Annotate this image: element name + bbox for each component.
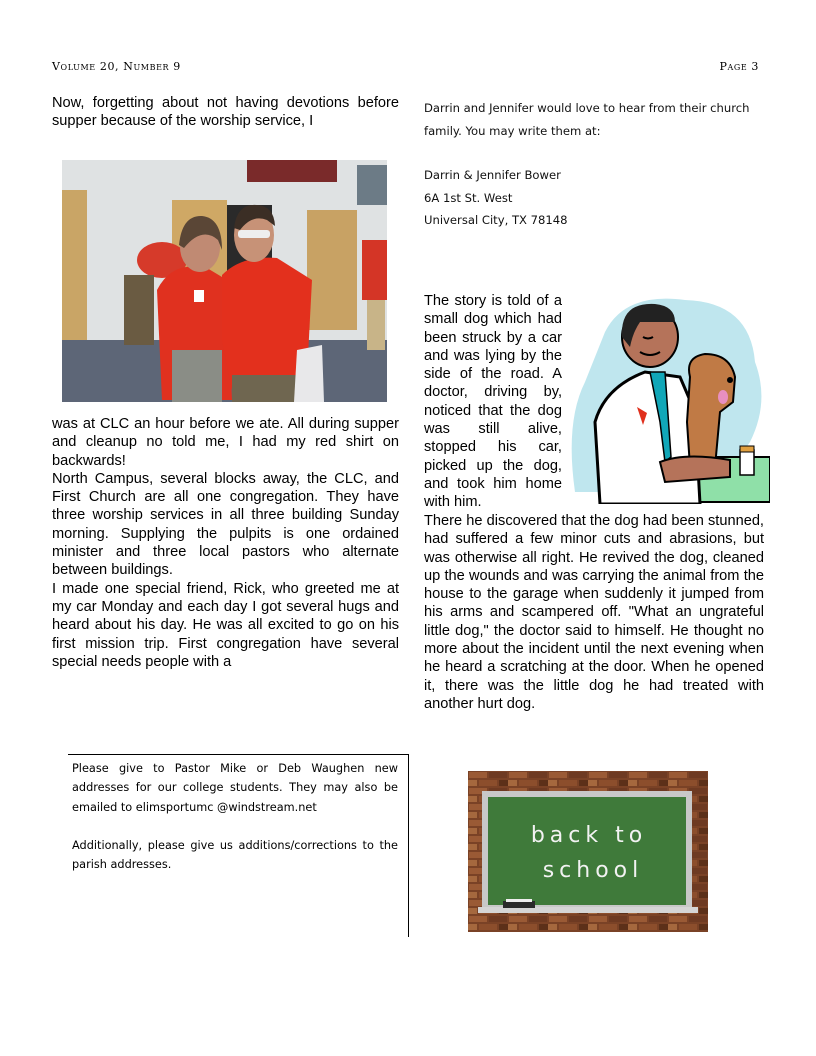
- paragraph-clc: was at CLC an hour before we ate. All during supper and cleanup no told me, I had my red shirt on backwards!: [52, 416, 399, 469]
- notice-paragraph-addresses: Please give to Pastor Mike or Deb Waughen new addresses for our college students. They may also be emailed to elimsportumc @windstream.net: [72, 762, 398, 814]
- address-city: Universal City, TX 78148: [424, 213, 568, 227]
- address-street: 6A 1st St. West: [424, 190, 513, 205]
- contact-intro: Darrin and Jennifer would love to hear from their church family. You may write them at:: [424, 101, 750, 138]
- veterinarian-clipart: [565, 292, 770, 504]
- intro-text: Now, forgetting about not having devotions before supper because of the worship service, I: [52, 95, 399, 130]
- story-full-text: There he discovered that the dog had been stunned, had suffered a few minor cuts and abrasions, but was otherwise all right. He revived the dog, cleaned up the wounds and was carrying the animal from the house to the garage when suddenly it jumped from his arms and scampered off. "What an ungrateful little dog," the doctor said to himself. He thought no more about the incident until the next evening when he heard a scratching at the door. When he opened it, there was the little dog he had treated with another hurt dog.: [424, 513, 764, 712]
- paragraph-north-campus: North Campus, several blocks away, the CLC, and First Church are all one congregation. They have three worship services in all three building Sunday morning. Supplying the pulpits is one ordained minister and three local pastors who alternate between buildings.: [52, 470, 399, 579]
- notice-paragraph-corrections: Additionally, please give us additions/corrections to the parish addresses.: [72, 838, 398, 872]
- article-intro: [52, 94, 399, 131]
- story-wrapped-text: The story is told of a small dog which had been struck by a car and was lying by the side of the road. A doctor, driving by, noticed that the dog was still alive, stopped his car, picked up the dog, and took him home with him.: [424, 293, 562, 511]
- paragraph-rick: I made one special friend, Rick, who greeted me at my car Monday and each day I got several hugs and heard about his day. He was all excited to go on his first mission trip. First congregation have several special needs people with a: [52, 580, 399, 670]
- address-name: Darrin & Jennifer Bower: [424, 168, 561, 182]
- contact-section: [424, 97, 774, 232]
- notice-box: [68, 754, 409, 937]
- article-body-left: [52, 415, 399, 671]
- chalkboard-line1: back to: [530, 823, 648, 848]
- volume-header: Volume 20, Number 9: [52, 60, 181, 73]
- chalkboard-line2: school: [542, 858, 644, 883]
- notice-box-content: [72, 759, 398, 874]
- chalkboard-icon: [468, 771, 708, 932]
- photo-two-people: [62, 160, 387, 402]
- dog-story-continued: [424, 512, 764, 713]
- page-number: Page 3: [719, 60, 759, 73]
- veterinarian-dog-icon: [565, 292, 770, 504]
- photo-image-icon: [62, 160, 387, 402]
- dog-story-wrapped: [424, 292, 562, 512]
- back-to-school-chalkboard: [468, 771, 708, 932]
